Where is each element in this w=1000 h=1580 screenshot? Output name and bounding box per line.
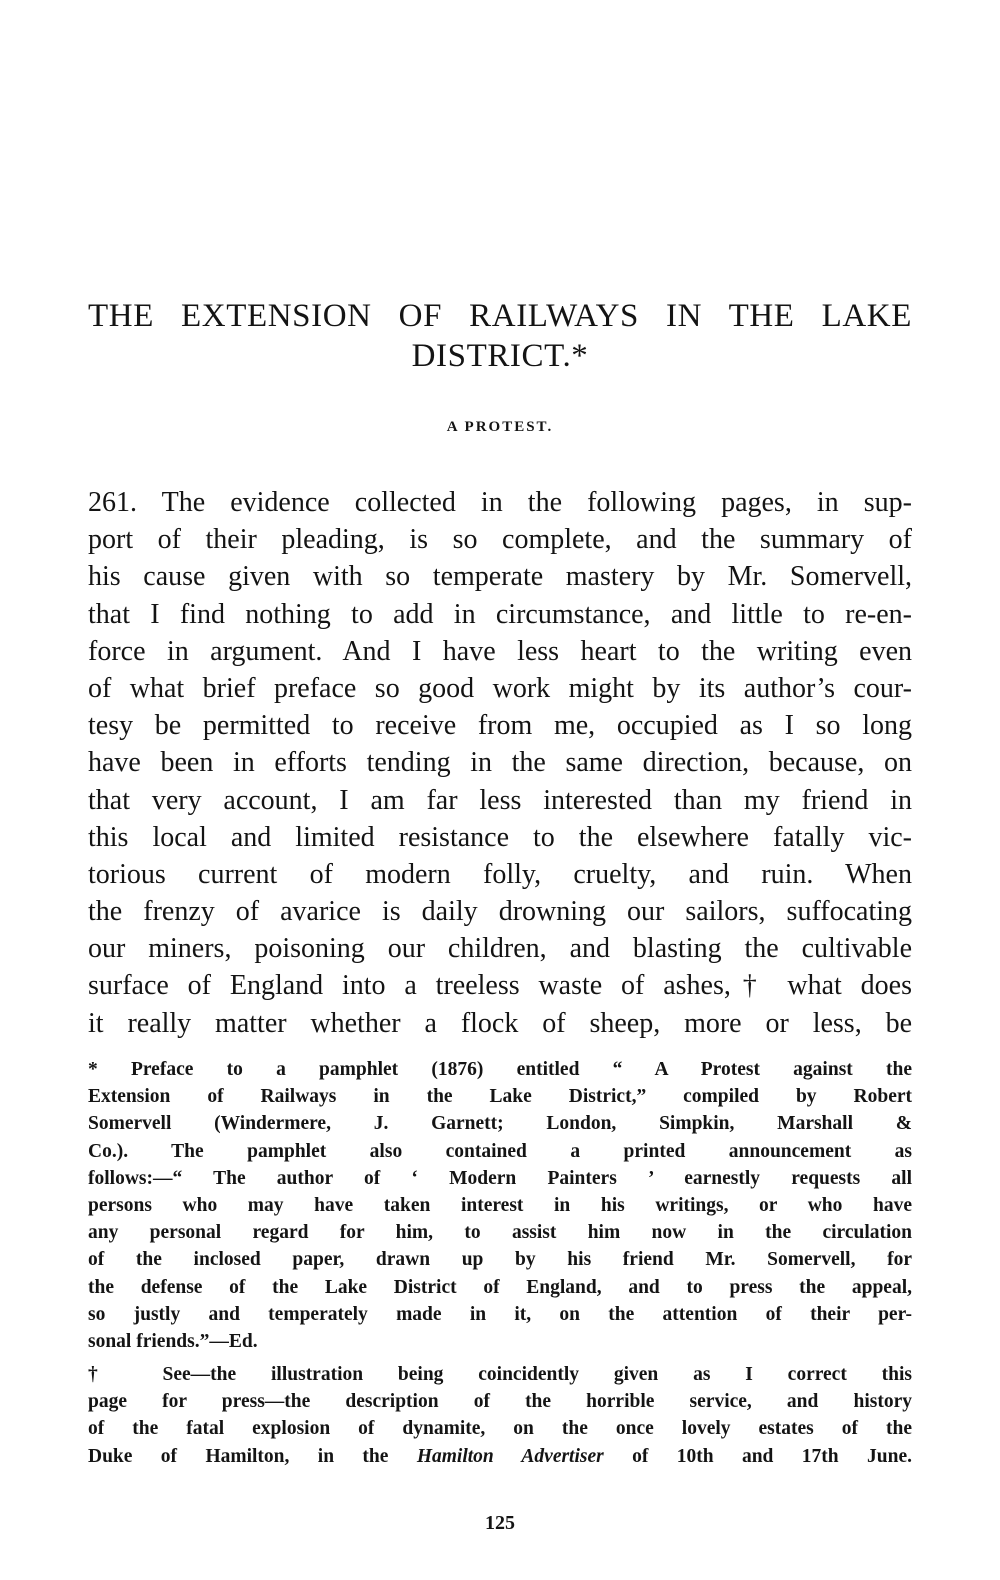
footnote-1-line: the defense of the Lake District of England, and to press the appeal, — [88, 1276, 912, 1298]
footnote-1-line: follows:—“ The author of ‘ Modern Painters ’ earnestly requests all — [88, 1167, 912, 1189]
body-line: have been in efforts tending in the same direction, because, on — [88, 747, 912, 779]
footnote-1-line: Co.). The pamphlet also contained a printed announcement as — [88, 1140, 912, 1162]
body-line: surface of England into a treeless waste of ashes,† what does — [88, 970, 912, 1002]
body-line: torious current of modern folly, cruelty, and ruin. When — [88, 858, 912, 890]
body-paragraph — [88, 484, 912, 1042]
footnote-1-line: so justly and temperately made in it, on the attention of their per- — [88, 1303, 912, 1325]
page-number: 125 — [485, 1512, 515, 1534]
title-line-2: DISTRICT.* — [411, 338, 589, 374]
body-line: port of their pleading, is so complete, and the summary of — [88, 524, 912, 556]
footnote-1-line: of the inclosed paper, drawn up by his friend Mr. Somervell, for — [88, 1249, 912, 1271]
body-line: force in argument. And I have less heart to the writing even — [88, 635, 912, 667]
footnote-2-last-line — [88, 1443, 912, 1470]
footnotes — [88, 1056, 912, 1470]
body-line: his cause given with so temperate mastery by Mr. Somervell, — [88, 561, 912, 593]
body-line: that I find nothing to add in circumstance, and little to re-en- — [88, 598, 912, 630]
footnote-1-line: any personal regard for him, to assist him now in the circulation — [88, 1222, 912, 1244]
footnote-1-line: Somervell (Windermere, J. Garnett; London, Simpkin, Marshall & — [88, 1113, 912, 1135]
body-line: the frenzy of avarice is daily drowning our sailors, suffocating — [88, 896, 912, 928]
subtitle: A PROTEST. — [446, 419, 554, 435]
footnote-2-text: Duke of Hamilton, in the — [88, 1445, 417, 1467]
footnote-2-line: of the fatal explosion of dynamite, on the once lovely estates of the — [88, 1418, 912, 1440]
body-line: 261. The evidence collected in the following pages, in sup- — [88, 487, 912, 518]
chapter-title — [88, 296, 912, 376]
newspaper-title: Hamilton Advertiser — [416, 1445, 604, 1467]
footnote-1-line: Extension of Railways in the Lake District,” compiled by Robert — [88, 1086, 912, 1108]
body-line: of what brief preface so good work might by its author’s cour- — [88, 672, 912, 704]
footnote-2-line: † See—the illustration being coincidently given as I correct this — [88, 1364, 912, 1386]
title-line-1: THE EXTENSION OF RAILWAYS IN THE LAKE — [88, 298, 912, 334]
body-line: tesy be permitted to receive from me, occupied as I so long — [88, 710, 912, 742]
footnote-1-line: * Preface to a pamphlet (1876) entitled “ A Protest against the — [88, 1059, 912, 1080]
body-line: our miners, poisoning our children, and blasting the cultivable — [88, 933, 912, 965]
body-line: that very account, I am far less interested than my friend in — [88, 784, 912, 816]
footnote-1-line: sonal friends.”—Ed. — [88, 1330, 258, 1352]
footnote-1-line: persons who may have taken interest in his writings, or who have — [88, 1194, 912, 1216]
footnote-2-line: page for press—the description of the horrible service, and history — [88, 1391, 912, 1413]
body-line: this local and limited resistance to the elsewhere fatally vic- — [88, 821, 912, 853]
body-line: it really matter whether a flock of sheep, more or less, be — [88, 1007, 912, 1039]
footnote-2-text: of 10th and 17th June. — [603, 1445, 912, 1467]
